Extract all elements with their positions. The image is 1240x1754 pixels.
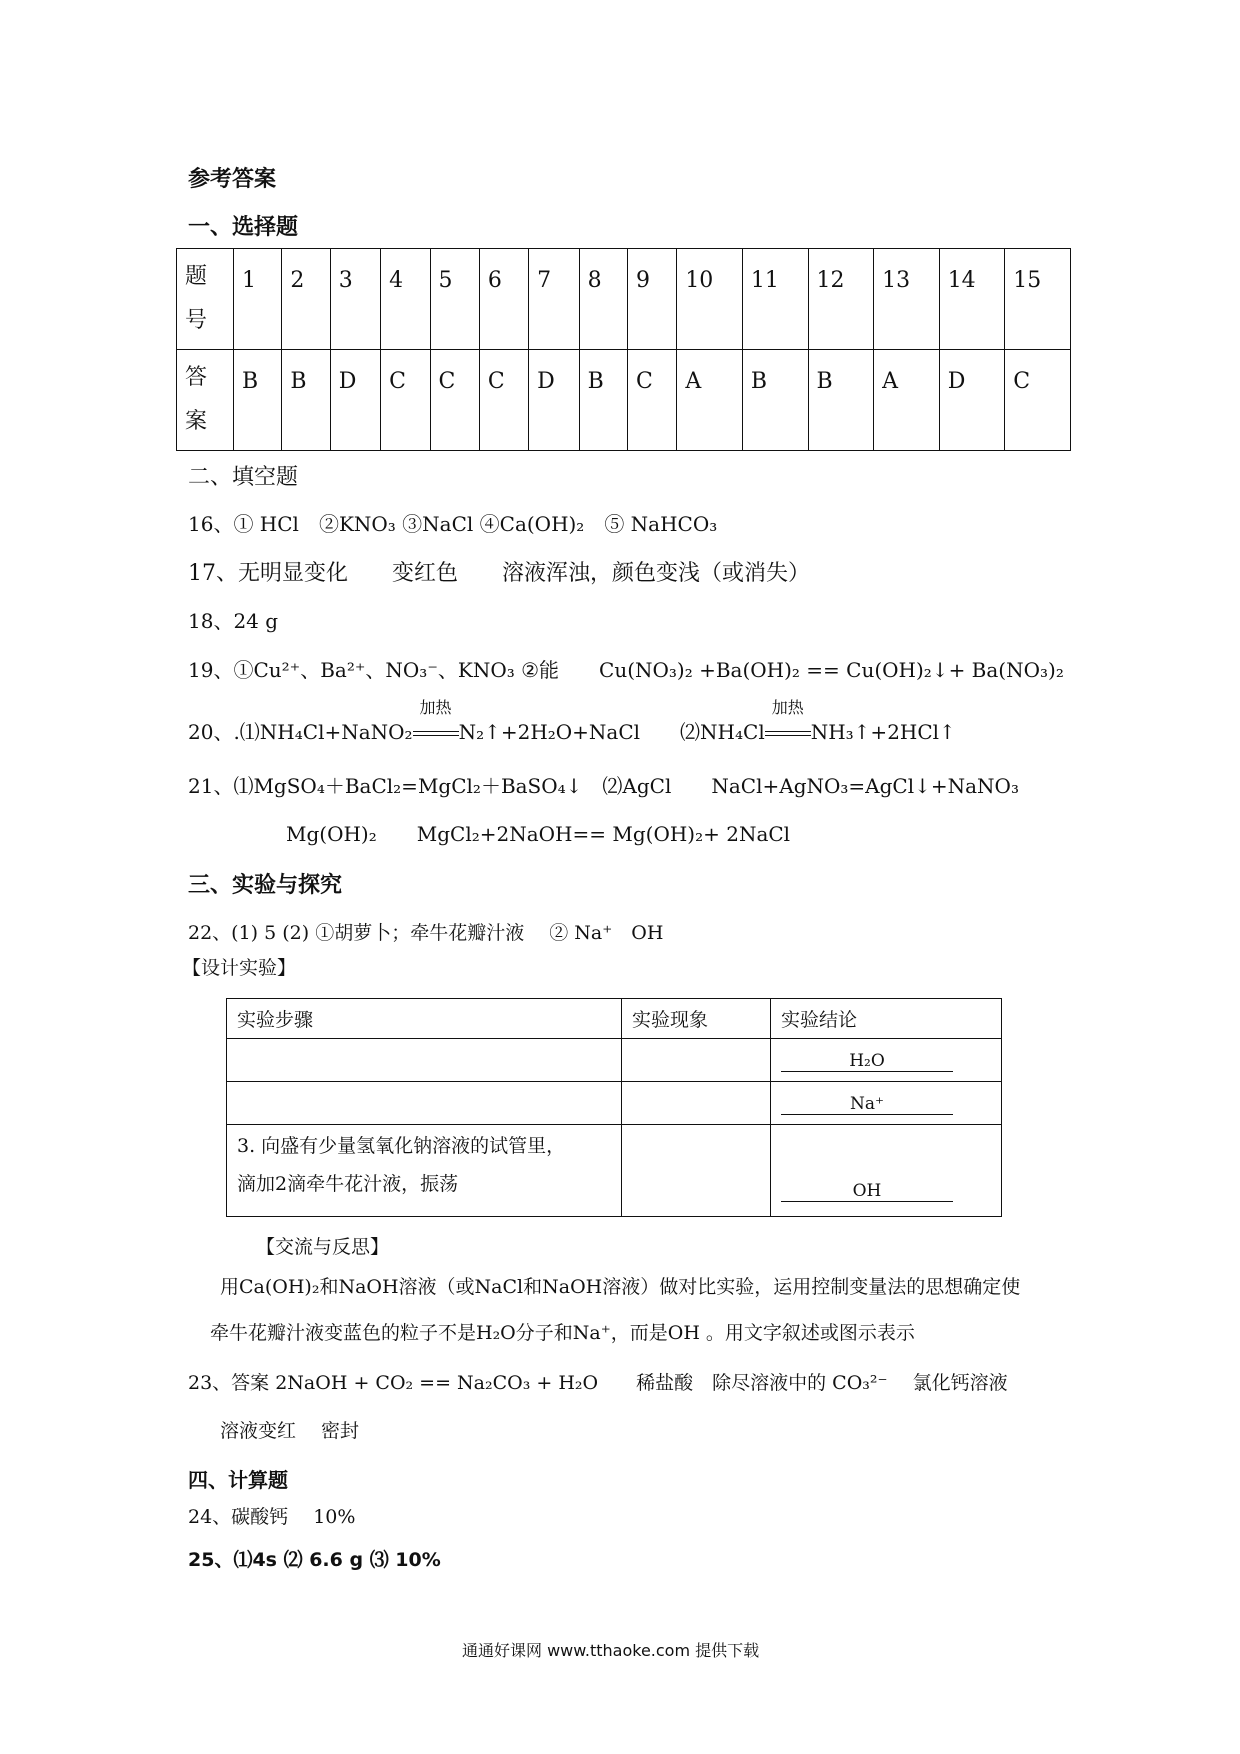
answer-19: 19、①Cu²⁺、Ba²⁺、NO₃⁻、KNO₃ ②能 Cu(NO₃)₂ +Ba(OH)₂ == Cu(OH)₂↓+ Ba(NO₃)₂ [188, 658, 1064, 682]
answer-letter-cell: B [579, 350, 627, 451]
answer-letter-cell: B [282, 350, 330, 451]
step-cell [227, 1125, 622, 1217]
question-number-cell: 15 [1005, 249, 1071, 350]
answer-letter-cell: C [479, 350, 528, 451]
answer-23-line2: 溶液变红 密封 [220, 1420, 360, 1442]
step-text-line1: 3. 向盛有少量氢氧化钠溶液的试管里， [237, 1135, 566, 1157]
answer-20-part-c: NH₃↑+2HCl↑ [810, 720, 956, 744]
table-row [227, 999, 1002, 1039]
answer-17: 17、无明显变化 变红色 溶液浑浊，颜色变浅（或消失） [188, 561, 810, 586]
question-number-cell: 7 [529, 249, 579, 350]
answer-21-line1: 21、⑴MgSO₄＋BaCl₂=MgCl₂＋BaSO₄↓ ⑵AgCl NaCl+AgNO₃=AgCl↓+NaNO₃ [188, 774, 1019, 798]
question-number-cell: 12 [808, 249, 874, 350]
question-header-label: 题号 [185, 264, 208, 333]
answer-letter-cell: B [808, 350, 874, 451]
conclusion-cell [771, 1082, 1002, 1125]
answer-letter-cell: C [1005, 350, 1071, 451]
conclusion-cell [771, 1039, 1002, 1082]
table-row-questions [177, 249, 1071, 350]
answer-letter-cell: D [529, 350, 579, 451]
step-cell [227, 1082, 622, 1125]
conclusion-value: H₂O [781, 1051, 953, 1072]
answer-header-cell [177, 350, 234, 451]
reflection-line2: 牵牛花瓣汁液变蓝色的粒子不是H₂O分子和Na⁺，而是OH 。用文字叙述或图示表示 [210, 1322, 915, 1344]
answer-20 [188, 698, 956, 745]
phenomenon-cell [622, 1039, 771, 1082]
experiment-table [226, 998, 1002, 1217]
question-number-cell: 8 [579, 249, 627, 350]
reflection-heading: 【交流与反思】 [256, 1236, 390, 1258]
reflection-line1: 用Ca(OH)₂和NaOH溶液（或NaCl和NaOH溶液）做对比实验，运用控制变量法的思想确定使 [220, 1276, 1021, 1298]
answer-letter-cell: C [381, 350, 430, 451]
answer-25: 25、⑴4s ⑵ 6.6 g ⑶ 10% [188, 1549, 441, 1571]
heat-condition-arrow [413, 698, 459, 744]
header-cell-steps: 实验步骤 [227, 999, 622, 1039]
question-number-cell: 9 [627, 249, 676, 350]
phenomenon-cell [622, 1082, 771, 1125]
answer-header-label: 答案 [185, 365, 208, 434]
question-number-cell: 1 [234, 249, 282, 350]
question-number-cell: 10 [677, 249, 743, 350]
header-cell-conclusion: 实验结论 [771, 999, 1002, 1039]
question-number-cell: 6 [479, 249, 528, 350]
question-header-cell [177, 249, 234, 350]
page-title: 参考答案 [188, 167, 277, 192]
conclusion-value: Na⁺ [781, 1094, 953, 1115]
answer-20-part-b: N₂↑+2H₂O+NaCl ⑵NH₄Cl [458, 720, 765, 744]
question-number-cell: 14 [939, 249, 1005, 350]
answer-letter-cell: C [430, 350, 479, 451]
table-row [227, 1125, 1002, 1217]
design-experiment-heading: 【设计实验】 [182, 957, 297, 979]
table-row-answers [177, 350, 1071, 451]
table-row [227, 1082, 1002, 1125]
section-heading-calculation: 四、计算题 [188, 1468, 288, 1492]
answer-18: 18、24 g [188, 609, 279, 633]
section-heading-experiment: 三、实验与探究 [188, 873, 343, 898]
section-heading-choice: 一、选择题 [188, 215, 299, 240]
question-number-cell: 13 [874, 249, 940, 350]
question-number-cell: 2 [282, 249, 330, 350]
answer-23-line1: 23、答案 2NaOH + CO₂ == Na₂CO₃ + H₂O 稀盐酸 除尽溶液中的 CO₃²⁻ 氯化钙溶液 [188, 1372, 1008, 1394]
phenomenon-cell [622, 1125, 771, 1217]
step-text-line2: 滴加2滴牵牛花汁液，振荡 [237, 1173, 459, 1195]
answer-letter-cell: D [939, 350, 1005, 451]
answer-21-line2: Mg(OH)₂ MgCl₂+2NaOH== Mg(OH)₂+ 2NaCl [286, 822, 791, 846]
conclusion-value: OH [781, 1181, 953, 1202]
answer-letter-cell: D [330, 350, 380, 451]
answer-22: 22、(1) 5 (2) ①胡萝卜；牵牛花瓣汁液 ② Na⁺ OH [188, 922, 664, 944]
heat-label: 加热 [771, 698, 804, 717]
answer-16: 16、① HCl ②KNO₃ ③NaCl ④Ca(OH)₂ ⑤ NaHCO₃ [188, 512, 718, 536]
answer-24: 24、碳酸钙 10% [188, 1506, 356, 1528]
table-row [227, 1039, 1002, 1082]
heat-condition-arrow [765, 698, 811, 744]
question-number-cell: 11 [742, 249, 808, 350]
question-number-cell: 5 [430, 249, 479, 350]
page-footer: 通通好课网 www.tthaoke.com 提供下载 [462, 1641, 760, 1660]
answer-20-part-a: 20、.⑴NH₄Cl+NaNO₂ [188, 720, 413, 744]
step-cell [227, 1039, 622, 1082]
question-number-cell: 4 [381, 249, 430, 350]
choice-answer-table [176, 248, 1071, 451]
answer-letter-cell: A [677, 350, 743, 451]
answer-letter-cell: A [874, 350, 940, 451]
conclusion-cell [771, 1125, 1002, 1217]
question-number-cell: 3 [330, 249, 380, 350]
header-cell-phenomenon: 实验现象 [622, 999, 771, 1039]
answer-letter-cell: C [627, 350, 676, 451]
answer-letter-cell: B [234, 350, 282, 451]
section-heading-fill: 二、填空题 [188, 465, 299, 490]
heat-label: 加热 [419, 698, 452, 717]
answer-letter-cell: B [742, 350, 808, 451]
